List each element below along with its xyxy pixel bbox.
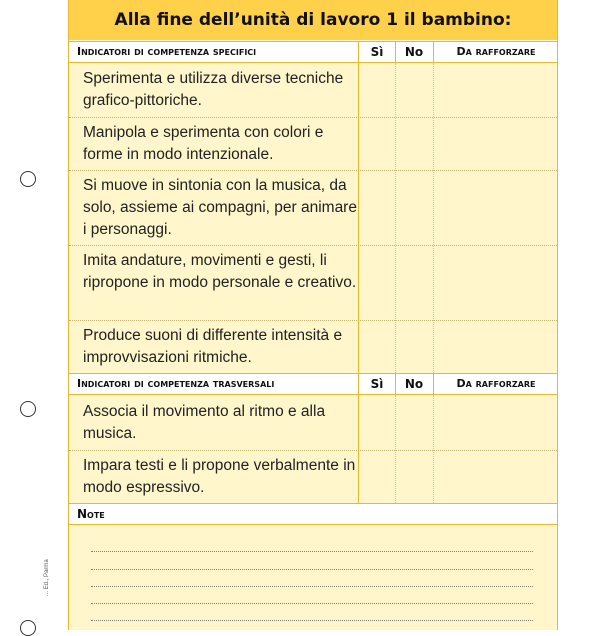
row-divider [69, 320, 557, 321]
notes-label: Note [77, 507, 105, 521]
binder-hole-1 [20, 171, 36, 187]
row-divider [69, 450, 557, 451]
notes-header [69, 503, 557, 525]
row-divider [69, 245, 557, 246]
evaluation-sheet [68, 0, 558, 630]
sheet-title: Alla fine dell’unità di lavoro 1 il bambino: [69, 0, 557, 40]
column-line [395, 373, 396, 395]
column-line [358, 41, 359, 373]
row-divider [69, 117, 557, 118]
note-line[interactable] [91, 551, 533, 552]
column-line [395, 63, 396, 373]
note-line[interactable] [91, 586, 533, 587]
publisher-credit: ... Ed., Parma [44, 559, 50, 596]
column-line [395, 41, 396, 63]
column-da-rafforzare: Da rafforzare [456, 45, 536, 58]
row-divider [69, 170, 557, 171]
transversal-indicators-label: Indicatori di competenza trasversali [77, 377, 275, 390]
indicator-row: Si muove in sintonia con la musica, da solo, assieme ai compagni, per animare i personaggi. [83, 177, 357, 238]
specific-indicators-header [69, 41, 557, 63]
specific-indicators-label: Indicatori di competenza specifici [77, 45, 257, 58]
column-si: Sì [370, 45, 384, 59]
transversal-indicators-header [69, 373, 557, 395]
column-si: Sì [370, 377, 384, 391]
column-no: No [404, 377, 424, 391]
column-line [358, 373, 359, 503]
column-line [395, 395, 396, 503]
indicator-row: Produce suoni di differente intensità e improvvisazioni ritmiche. [83, 327, 343, 366]
indicator-row: Impara testi e li propone verbalmente in modo espressivo. [83, 457, 356, 496]
column-line [433, 63, 434, 373]
column-da-rafforzare: Da rafforzare [456, 377, 536, 390]
column-line [433, 41, 434, 63]
column-line [433, 395, 434, 503]
binder-hole-2 [20, 401, 36, 417]
note-line[interactable] [91, 620, 533, 621]
column-no: No [404, 45, 424, 59]
column-line [433, 373, 434, 395]
indicator-row: Associa il movimento al ritmo e alla musica. [83, 403, 326, 442]
note-line[interactable] [91, 603, 533, 604]
binder-hole-3 [20, 620, 36, 636]
indicator-row: Manipola e sperimenta con colori e forme in modo intenzionale. [83, 124, 324, 163]
indicator-row: Imita andature, movimenti e gesti, li ripropone in modo personale e creativo. [83, 252, 357, 291]
note-line[interactable] [91, 569, 533, 570]
indicator-row: Sperimenta e utilizza diverse tecniche grafico-pittoriche. [83, 70, 344, 109]
